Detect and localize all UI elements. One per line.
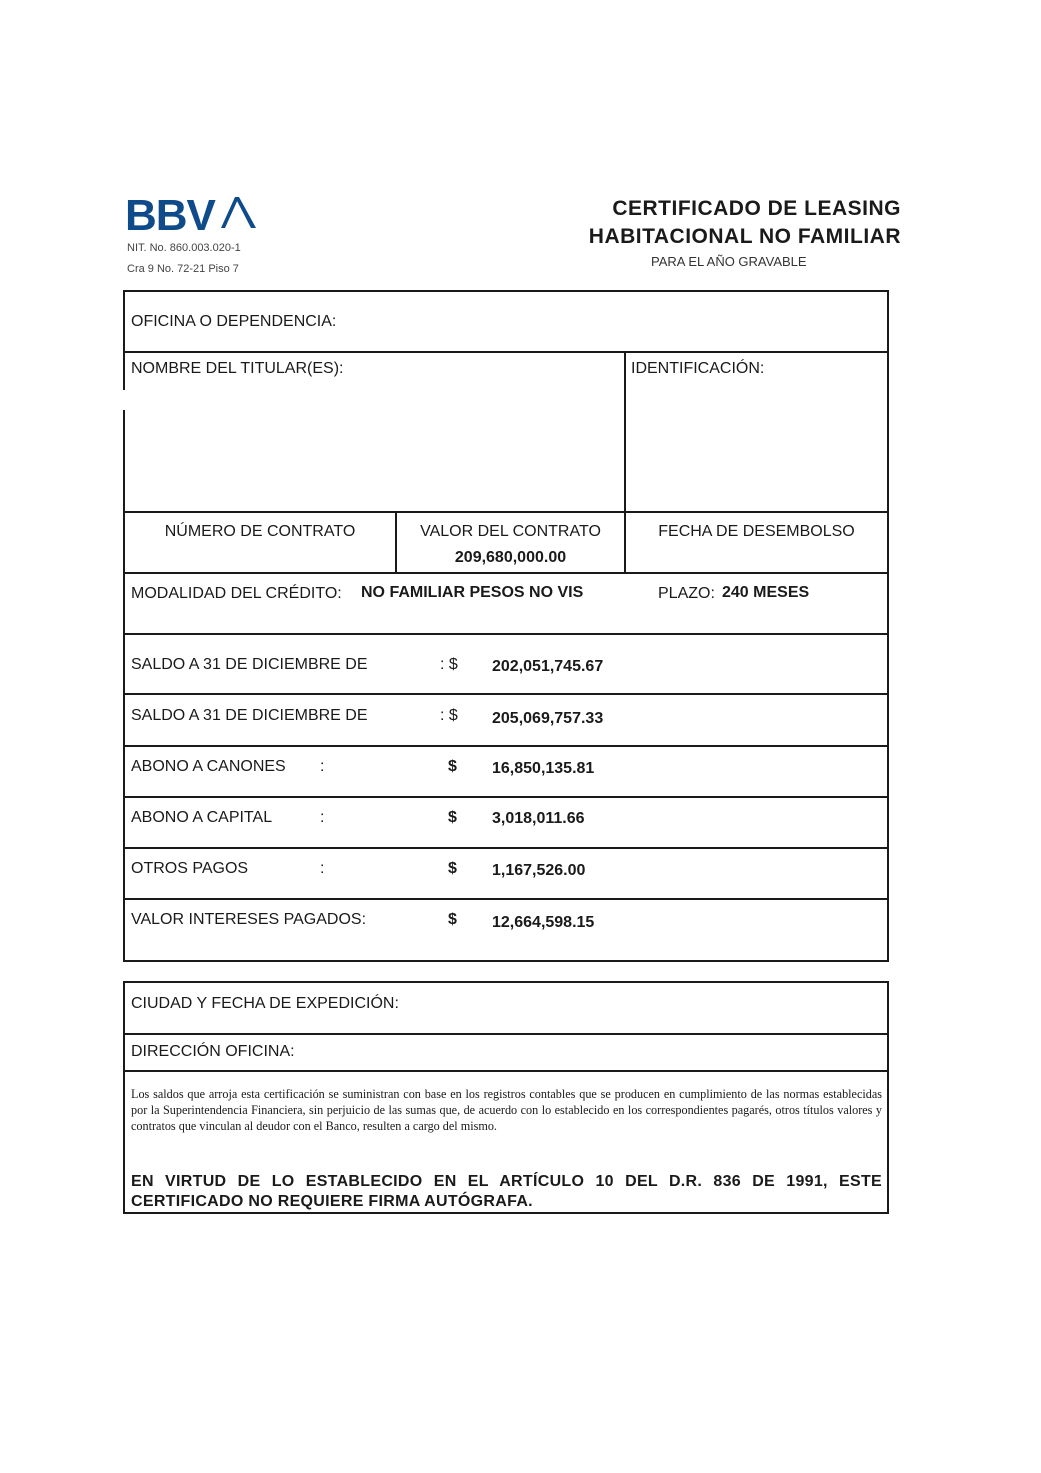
modalidad-label: MODALIDAD DEL CRÉDITO:	[131, 585, 342, 602]
intereses-label: VALOR INTERESES PAGADOS:	[131, 911, 367, 928]
abono-capital-sep: $	[448, 809, 457, 826]
otros-pagos-label: OTROS PAGOS	[131, 860, 249, 877]
page-subtitle: PARA EL AÑO GRAVABLE	[651, 254, 807, 269]
otros-pagos-value: 1,167,526.00	[492, 862, 586, 879]
valor-contrato-label: VALOR DEL CONTRATO	[420, 523, 601, 540]
abono-canones-value: 16,850,135.81	[492, 760, 595, 777]
otros-pagos-colon: :	[320, 860, 325, 877]
page-title-line1: CERTIFICADO DE LEASING	[612, 197, 901, 220]
numero-contrato-label: NÚMERO DE CONTRATO	[164, 523, 356, 540]
plazo-value: 240 MESES	[722, 584, 810, 601]
oficina-label: OFICINA O DEPENDENCIA:	[131, 313, 337, 330]
abono-capital-label: ABONO A CAPITAL	[131, 809, 273, 826]
valor-contrato-value: 209,680,000.00	[454, 549, 567, 566]
saldo-sep-1: : $	[440, 656, 458, 673]
saldo-label-1: SALDO A 31 DE DICIEMBRE DE	[131, 656, 368, 673]
intereses-value: 12,664,598.15	[492, 914, 595, 931]
saldo-label-2: SALDO A 31 DE DICIEMBRE DE	[131, 707, 368, 724]
intereses-sep: $	[448, 911, 457, 928]
abono-canones-sep: $	[448, 758, 457, 775]
abono-canones-colon: :	[320, 758, 325, 775]
identificacion-label: IDENTIFICACIÓN:	[631, 360, 765, 377]
fecha-desembolso-label: FECHA DE DESEMBOLSO	[658, 523, 855, 540]
direccion-label: DIRECCIÓN OFICINA:	[131, 1043, 295, 1060]
abono-capital-colon: :	[320, 809, 325, 826]
svg-text:BBV: BBV	[125, 192, 215, 234]
saldo-sep-2: : $	[440, 707, 458, 724]
saldo-value-2: 205,069,757.33	[492, 710, 604, 727]
bbva-logo	[125, 192, 257, 234]
nit-text: NIT. No. 860.003.020-1	[127, 242, 241, 254]
legal-disclaimer: Los saldos que arroja esta certificación se suministran con base en los registros contables que se producen en cumplimiento de las normas establecidas por la Superintendencia Financiera, sin perjuicio de las sumas que, de acuerdo con lo establecido en los correspondientes pagarés, otros títulos valores y contratos que vinculan al deudor con el Banco, resulten a cargo del mismo.	[131, 1087, 882, 1133]
firma-statement: EN VIRTUD DE LO ESTABLECIDO EN EL ARTÍCULO 10 DEL D.R. 836 DE 1991, ESTE CERTIFICADO NO REQUIERE FIRMA AUTÓGRAFA.	[131, 1173, 882, 1210]
modalidad-value: NO FAMILIAR PESOS NO VIS	[361, 584, 584, 601]
abono-capital-value: 3,018,011.66	[492, 810, 585, 827]
address-text: Cra 9 No. 72-21 Piso 7	[127, 263, 239, 275]
titular-label: NOMBRE DEL TITULAR(ES):	[131, 360, 344, 377]
otros-pagos-sep: $	[448, 860, 457, 877]
plazo-label: PLAZO:	[658, 585, 715, 602]
saldo-value-1: 202,051,745.67	[492, 658, 604, 675]
ciudad-fecha-label: CIUDAD Y FECHA DE EXPEDICIÓN:	[131, 995, 399, 1012]
page-title-line2: HABITACIONAL NO FAMILIAR	[588, 225, 901, 248]
abono-canones-label: ABONO A CANONES	[131, 758, 286, 775]
